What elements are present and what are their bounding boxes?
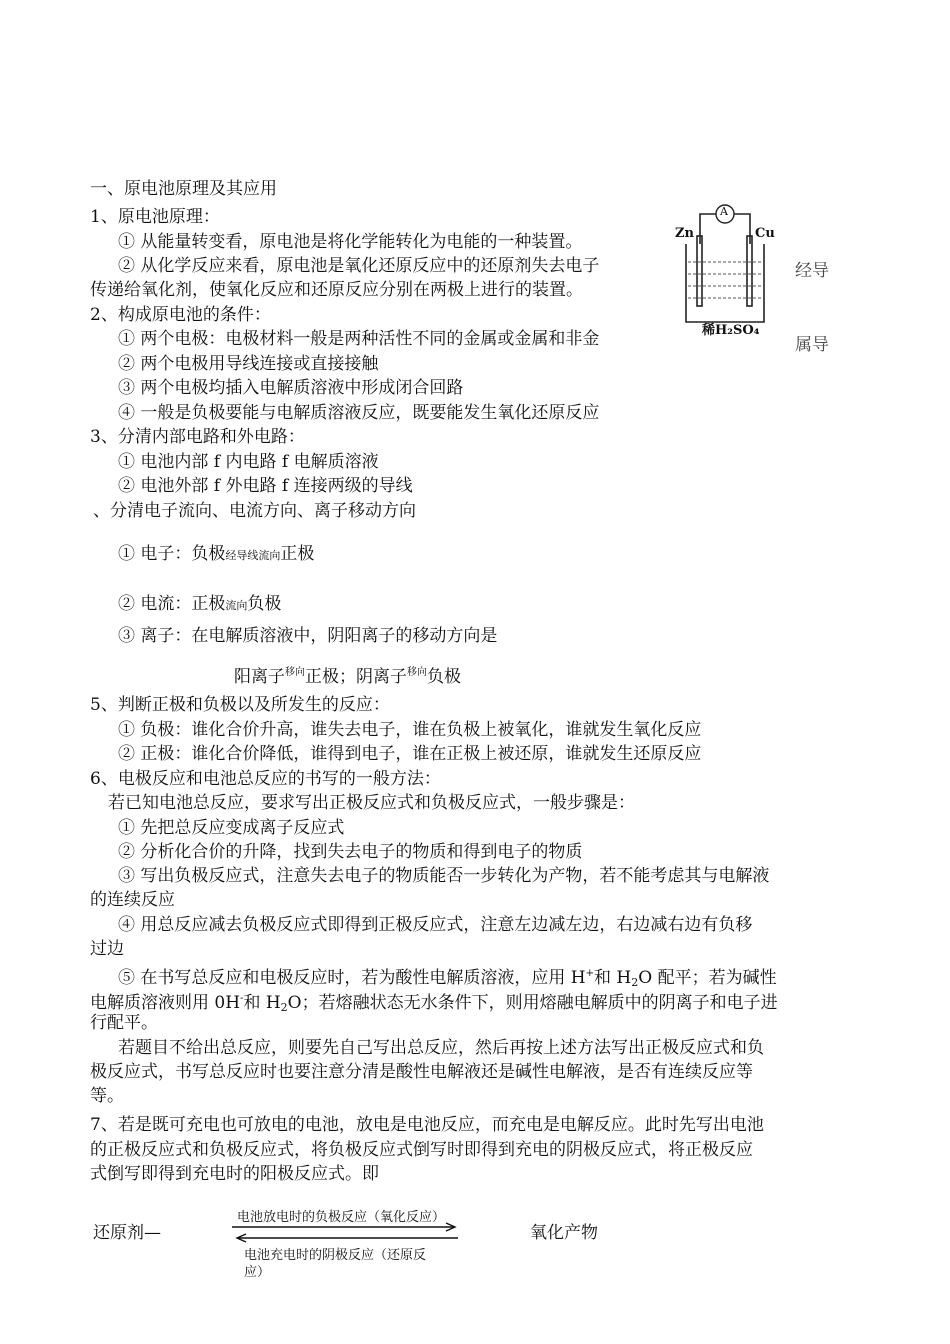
s1-p1: ① 从能量转变看，原电池是将化学能转化为电能的一种装置。 [118,232,583,252]
s2-p1: ① 两个电极：电极材料一般是两种活性不同的金属或金属和非金 [118,329,600,349]
s7-l2: 的正极反应式和负极反应式，将负极反应式倒写时即得到充电的阴极反应式，将正极反应 [90,1140,753,1160]
s6-p1: ① 先把总反应变成离子反应式 [118,818,345,838]
s2-p4: ④ 一般是负极要能与电解质溶液反应，既要能发生氧化还原反应 [118,403,600,423]
s5-title: 5、判断正极和负极以及所发生的反应： [90,695,390,715]
s6-p4b: 过边 [90,939,124,959]
s1-p2: ② 从化学反应来看，原电池是氧化还原反应中的还原剂失去电子 [118,256,600,276]
scheme-right: 氧化产物 [530,1223,598,1243]
scheme-bottom-label-2: 应） [244,1265,271,1280]
scheme-arrows [228,1222,464,1244]
s3-p1: ① 电池内部 f 内电路 f 电解质溶液 [118,452,379,472]
side-text-b: 属导 [795,335,829,355]
s7-l1: 7、若是既可充电也可放电的电池，放电是电池反应，而充电是电解反应。此时先写出电池 [90,1115,764,1135]
figure-zn-label: Zn [675,226,694,241]
side-text-a: 经导 [795,261,829,281]
figure-acid-label: 稀H₂SO₄ [702,323,760,338]
s6-intro: 若已知电池总反应，要求写出正极反应式和负极反应式，一般步骤是： [108,793,635,813]
s4-title: 、分清电子流向、电流方向、离子移动方向 [93,501,416,521]
s6-title: 6、电极反应和电池总反应的书写的一般方法： [90,769,441,789]
s6-p5b: 电解质溶液则用 0H-和 $H_2O$；若熔融状态无水条件下，则用熔融电解质中的阴离子和电子进 [90,993,778,1014]
s4-electron-line: ① 电子：负极经导线流向正极 [118,544,315,564]
s5-p1: ① 负极：谁化合价升高，谁失去电子，谁在负极上被氧化，谁就发生氧化反应 [118,720,702,740]
s6-p4a: ④ 用总反应减去负极反应式即得到正极反应式，注意左边减左边，右边减右边有负移 [118,915,753,935]
s6-p5c: 行配平。 [90,1013,158,1033]
s2-p3: ③ 两个电极均插入电解质溶液中形成闭合回路 [118,378,464,398]
s6-q3: 等。 [90,1086,124,1106]
s3-title: 3、分清内部电路和外电路： [90,427,305,447]
s2-p2: ② 两个电极用导线连接或直接接触 [118,354,379,374]
s6-p3b: 的连续反应 [90,890,175,910]
s5-p2: ② 正极：谁化合价降低，谁得到电子，谁在正极上被还原，谁就发生还原反应 [118,744,702,764]
s6-p3a: ③ 写出负极反应式，注意失去电子的物质能否一步转化为产物，若不能考虑其与电解液 [118,866,770,886]
figure-meter-label: A [720,205,728,218]
s6-q1: 若题目不给出总反应，则要先自己写出总反应，然后再按上述方法写出正极反应式和负 [118,1038,764,1058]
s6-q2: 极反应式，书写总反应时也要注意分清是酸性电解液还是碱性电解液，是否有连续反应等 [90,1062,753,1082]
s6-p2: ② 分析化合价的升降，找到失去电子的物质和得到电子的物质 [118,842,583,862]
s1-title: 1、原电池原理： [90,207,220,227]
s4-ion-direction: 阳离子$^{移向}$正极；阴离子$^{移向}$负极 [234,667,461,687]
s1-p2b: 传递给氧化剂，使氧化反应和还原反应分别在两极上进行的装置。 [90,280,583,300]
s4-current-line: ② 电流：正极流向负极 [118,594,282,614]
section-heading: 一、原电池原理及其应用 [90,179,277,199]
s6-p5a: ⑤ 在书写总反应和电极反应时，若为酸性电解质溶液，应用 H+和 $H_2O$ 配平；若为碱性 [118,968,777,989]
s7-l3: 式倒写即得到充电时的阳极反应式。即 [90,1164,379,1184]
s2-title: 2、构成原电池的条件： [90,305,271,325]
scheme-top-label: 电池放电时的负极反应（氧化反应） [237,1210,446,1225]
figure-cu-label: Cu [755,226,775,241]
s3-p2: ② 电池外部 f 外电路 f 连接两级的导线 [118,476,413,496]
s4-ion-line: ③ 离子：在电解质溶液中，阴阳离子的移动方向是 [118,626,498,646]
scheme-left: 还原剂— [93,1223,161,1243]
scheme-bottom-label-1: 电池充电时的阴极反应（还原反 [244,1248,427,1263]
